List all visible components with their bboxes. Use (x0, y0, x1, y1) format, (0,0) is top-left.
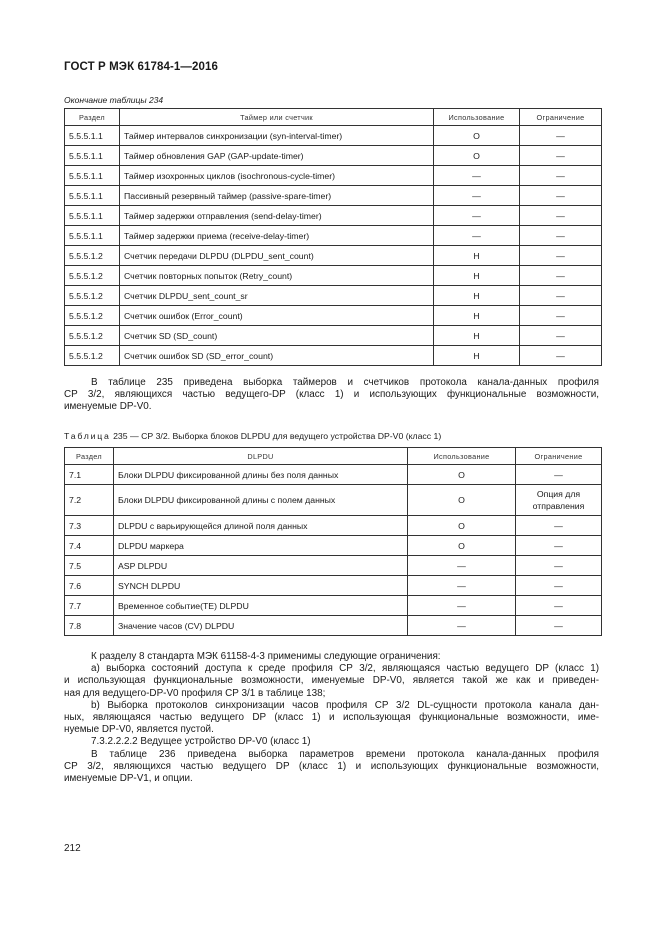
table-cell: — (408, 596, 516, 616)
table-cell: — (434, 226, 520, 246)
table-row (65, 616, 602, 636)
table-cell: 7.4 (65, 536, 114, 556)
table-row (65, 226, 602, 246)
table-cell: — (520, 266, 602, 286)
table-cell: — (434, 186, 520, 206)
table-header-row (65, 448, 602, 465)
table-cell: Н (434, 306, 520, 326)
table-cell: — (520, 346, 602, 366)
table-row (65, 576, 602, 596)
table-cell: O (408, 485, 516, 516)
table-cell: 7.3 (65, 516, 114, 536)
table-row (65, 146, 602, 166)
table-235 (64, 447, 602, 636)
table-cell: Н (434, 346, 520, 366)
table-cell: Таймер задержки отправления (send-delay-timer) (120, 206, 434, 226)
table-cell: SYNCH DLPDU (114, 576, 408, 596)
table-cell: Опция для отправления (516, 485, 602, 516)
table-cell: — (516, 465, 602, 485)
column-header: DLPDU (114, 448, 408, 465)
table-cell: ASP DLPDU (114, 556, 408, 576)
table-cell: 5.5.5.1.2 (65, 346, 120, 366)
table-row (65, 465, 602, 485)
table-cell: 7.5 (65, 556, 114, 576)
table-cell: — (408, 616, 516, 636)
caption-text: 235 — СР 3/2. Выборка блоков DLPDU для ведущего устройства DP-V0 (класс 1) (113, 431, 442, 441)
column-header: Таймер или счетчик (120, 109, 434, 126)
table-cell: — (520, 166, 602, 186)
table-cell: 5.5.5.1.1 (65, 206, 120, 226)
table-cell: 7.7 (65, 596, 114, 616)
table-row (65, 346, 602, 366)
text-line: В таблице 235 приведена выборка таймеров и счетчиков протокола канала-данных профиля (91, 377, 599, 388)
table-235-caption (64, 431, 441, 441)
text-line: b) Выборка протоколов синхронизации часов профиля СР 3/2 DL-сущности протокола канала дан- (91, 699, 599, 711)
table-row (65, 485, 602, 516)
page-number: 212 (64, 843, 81, 854)
table-cell: 5.5.5.1.1 (65, 226, 120, 246)
table-cell: 7.6 (65, 576, 114, 596)
table-cell: Н (434, 326, 520, 346)
table-cell: — (520, 246, 602, 266)
table-cell: Значение часов (CV) DLPDU (114, 616, 408, 636)
column-header: Использование (434, 109, 520, 126)
table-cell: — (516, 616, 602, 636)
table-cell: — (516, 576, 602, 596)
table-row (65, 596, 602, 616)
text-line: ная для ведущего-DP-V0 профиля СР 3/1 в таблице 138; (64, 687, 326, 699)
table-cell: — (434, 166, 520, 186)
table-cell: 5.5.5.1.2 (65, 266, 120, 286)
table-cell: — (520, 226, 602, 246)
table-cell: Н (434, 286, 520, 306)
table-cell: O (408, 465, 516, 485)
column-header: Раздел (65, 109, 120, 126)
table-cell: 5.5.5.1.1 (65, 186, 120, 206)
table-cell: 7.8 (65, 616, 114, 636)
table-cell: DLPDU маркера (114, 536, 408, 556)
table-cell: DLPDU с варьирующейся длиной поля данных (114, 516, 408, 536)
table-cell: 5.5.5.1.1 (65, 146, 120, 166)
text-line: а) выборка состояний доступа к среде профиля СР 3/2, являющаяся частью ведущего DP (класс 1) (91, 663, 599, 675)
text-line: ных, являющаяся частью ведущего DP (класс 1) и использующая функциональные возможности, име- (64, 712, 599, 724)
table-row (65, 556, 602, 576)
table-cell: — (520, 146, 602, 166)
caption-prefix: Таблица (64, 431, 111, 441)
text-line: СР 3/2, являющихся частью ведущего DP (класс 1) и использующих функциональные возможности, (64, 760, 599, 772)
table-cell: — (434, 206, 520, 226)
table-row (65, 516, 602, 536)
table-header-row (65, 109, 602, 126)
table-cell: — (520, 286, 602, 306)
table-cell: Блоки DLPDU фиксированной длины с полем данных (114, 485, 408, 516)
column-header: Раздел (65, 448, 114, 465)
table-cell: 5.5.5.1.1 (65, 126, 120, 146)
text-line: и использующая функциональные возможности, именуемые DP-V0, является такой же как и приведен- (64, 675, 599, 687)
table-cell: — (516, 536, 602, 556)
table-cell: — (516, 596, 602, 616)
table-cell: — (520, 326, 602, 346)
table-cell: Счетчик DLPDU_sent_count_sr (120, 286, 434, 306)
text-line: СР 3/2, являющихся частью ведущего-DP (класс 1) и использующих функциональные возможности, (64, 389, 599, 401)
table-cell: 7.1 (65, 465, 114, 485)
table-cell: Н (434, 266, 520, 286)
paragraph-intro-235 (64, 377, 599, 414)
table-cell: 5.5.5.1.1 (65, 166, 120, 186)
table-cell: Пассивный резервный таймер (passive-spare-timer) (120, 186, 434, 206)
column-header: Использование (408, 448, 516, 465)
table-cell: 5.5.5.1.2 (65, 246, 120, 266)
table-cell: — (520, 126, 602, 146)
table-cell: 5.5.5.1.2 (65, 306, 120, 326)
section-heading: 7.3.2.2.2.2 Ведущее устройство DP-V0 (класс 1) (91, 736, 311, 748)
table-cell: Временное событие(TE) DLPDU (114, 596, 408, 616)
table-cell: Таймер задержки приема (receive-delay-timer) (120, 226, 434, 246)
table-cell: Счетчик повторных попыток (Retry_count) (120, 266, 434, 286)
table-cell: Таймер обновления GAP (GAP-update-timer) (120, 146, 434, 166)
table-cell: 5.5.5.1.2 (65, 326, 120, 346)
table-cell: Блоки DLPDU фиксированной длины без поля данных (114, 465, 408, 485)
table-row (65, 126, 602, 146)
table-row (65, 306, 602, 326)
table-row (65, 186, 602, 206)
table-cell: O (434, 146, 520, 166)
table-cell: — (520, 186, 602, 206)
table-234-caption: Окончание таблицы 234 (64, 95, 164, 105)
text-line: К разделу 8 стандарта МЭК 61158-4-3 применимы следующие ограничения: (91, 651, 441, 662)
table-row (65, 166, 602, 186)
table-row (65, 536, 602, 556)
table-cell: Н (434, 246, 520, 266)
table-row (65, 206, 602, 226)
text-line: именуемые DP-V1, и опции. (64, 773, 193, 785)
table-cell: — (520, 306, 602, 326)
table-cell: — (516, 516, 602, 536)
table-cell: Счетчик ошибок SD (SD_error_count) (120, 346, 434, 366)
table-cell: 7.2 (65, 485, 114, 516)
column-header: Ограничение (520, 109, 602, 126)
text-line: нуемые DP-V0, является пустой. (64, 724, 214, 736)
table-cell: Счетчик передачи DLPDU (DLPDU_sent_count) (120, 246, 434, 266)
text-line: именуемые DP-V0. (64, 401, 152, 413)
table-cell: 5.5.5.1.2 (65, 286, 120, 306)
text-line: В таблице 236 приведена выборка параметров времени протокола канала-данных профиля (91, 748, 599, 760)
table-cell: Счетчик ошибок (Error_count) (120, 306, 434, 326)
table-row (65, 266, 602, 286)
table-cell: Счетчик SD (SD_count) (120, 326, 434, 346)
table-cell: — (520, 206, 602, 226)
table-cell: O (434, 126, 520, 146)
paragraph-restrictions (64, 651, 599, 785)
table-cell: O (408, 516, 516, 536)
column-header: Ограничение (516, 448, 602, 465)
table-row (65, 286, 602, 306)
table-234 (64, 108, 602, 366)
document-header: ГОСТ Р МЭК 61784-1—2016 (64, 61, 218, 73)
table-cell: O (408, 536, 516, 556)
table-cell: Таймер интервалов синхронизации (syn-interval-timer) (120, 126, 434, 146)
table-cell: Таймер изохронных циклов (isochronous-cycle-timer) (120, 166, 434, 186)
table-row (65, 246, 602, 266)
table-row (65, 326, 602, 346)
table-cell: — (408, 556, 516, 576)
table-cell: — (408, 576, 516, 596)
table-cell: — (516, 556, 602, 576)
